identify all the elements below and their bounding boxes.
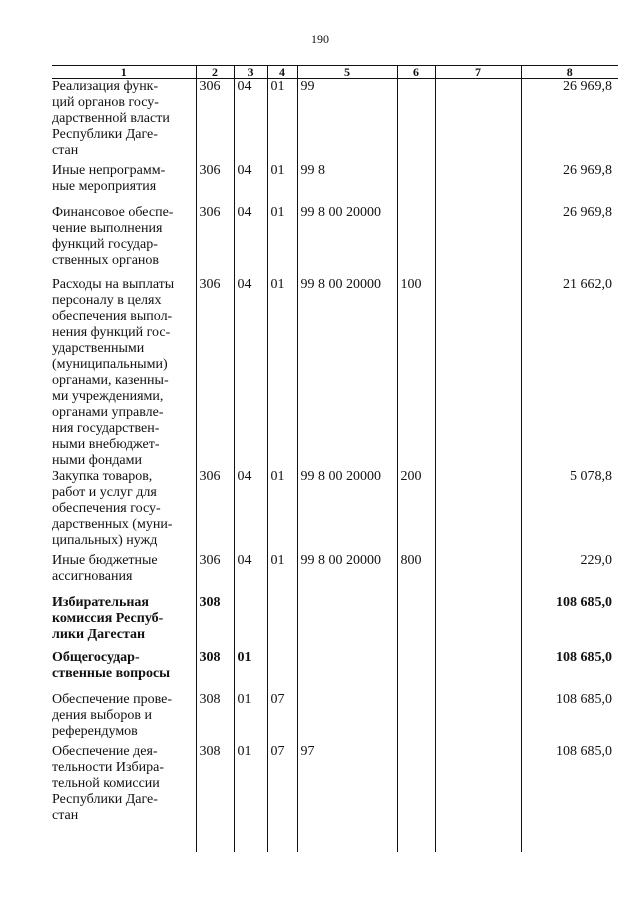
column-header: 4 (267, 66, 297, 79)
table-filler-row (52, 824, 618, 852)
subsection-code: 01 (267, 469, 297, 553)
target-article-code: 99 (297, 79, 397, 164)
col7-value (435, 469, 521, 553)
empty-cell (297, 824, 397, 852)
expense-type-code (397, 79, 435, 164)
expense-type-code (397, 744, 435, 824)
col7-value (435, 650, 521, 692)
expense-type-code (397, 205, 435, 277)
table-row (52, 79, 618, 164)
expense-type-code (397, 595, 435, 650)
admin-code: 308 (196, 692, 234, 744)
table-row (52, 650, 618, 692)
admin-code: 306 (196, 205, 234, 277)
amount: 229,0 (521, 553, 618, 595)
target-article-code: 97 (297, 744, 397, 824)
empty-cell (196, 824, 234, 852)
column-header: 8 (521, 66, 618, 79)
section-code: 04 (234, 277, 267, 469)
admin-code: 308 (196, 595, 234, 650)
section-code: 04 (234, 79, 267, 164)
column-header: 2 (196, 66, 234, 79)
subsection-code: 01 (267, 163, 297, 205)
expense-type-code (397, 163, 435, 205)
expense-type-code (397, 650, 435, 692)
amount: 26 969,8 (521, 79, 618, 164)
admin-code: 308 (196, 650, 234, 692)
target-article-code: 99 8 (297, 163, 397, 205)
amount: 108 685,0 (521, 692, 618, 744)
empty-cell (234, 824, 267, 852)
amount: 21 662,0 (521, 277, 618, 469)
section-code: 04 (234, 205, 267, 277)
col7-value (435, 692, 521, 744)
amount: 108 685,0 (521, 650, 618, 692)
subsection-code: 01 (267, 553, 297, 595)
item-name: Обеспечение дея- тельности Избира- тельной комиссии Республики Даге- стан (52, 744, 164, 823)
amount: 26 969,8 (521, 163, 618, 205)
target-article-code: 99 8 00 20000 (297, 469, 397, 553)
subsection-code: 01 (267, 205, 297, 277)
col7-value (435, 553, 521, 595)
amount: 108 685,0 (521, 595, 618, 650)
subsection-code (267, 595, 297, 650)
subsection-code: 01 (267, 79, 297, 164)
item-name: Обеспечение прове- дения выборов и референдумов (52, 692, 173, 739)
admin-code: 308 (196, 744, 234, 824)
table-row (52, 553, 618, 595)
admin-code: 306 (196, 163, 234, 205)
column-header: 7 (435, 66, 521, 79)
target-article-code (297, 692, 397, 744)
col7-value (435, 205, 521, 277)
empty-cell (52, 824, 196, 852)
target-article-code: 99 8 00 20000 (297, 553, 397, 595)
section-code (234, 595, 267, 650)
expense-type-code (397, 692, 435, 744)
column-header: 5 (297, 66, 397, 79)
admin-code: 306 (196, 79, 234, 164)
expense-type-code: 800 (397, 553, 435, 595)
item-name: Расходы на выплаты персоналу в целях обеспечения выпол- нения функций гос- ударственными (муниципальными) органами, казенны- ми учреждениями, органами управле- ния государствен- ными внебюджет- ными фондами (52, 277, 175, 468)
table-row (52, 692, 618, 744)
empty-cell (267, 824, 297, 852)
table-row (52, 205, 618, 277)
empty-cell (397, 824, 435, 852)
col7-value (435, 744, 521, 824)
col7-value (435, 163, 521, 205)
col7-value (435, 277, 521, 469)
subsection-code (267, 650, 297, 692)
empty-cell (435, 824, 521, 852)
empty-cell (521, 824, 618, 852)
item-name: Иные бюджетные ассигнования (52, 553, 158, 584)
target-article-code: 99 8 00 20000 (297, 277, 397, 469)
section-code: 01 (234, 692, 267, 744)
subsection-code: 07 (267, 692, 297, 744)
amount: 5 078,8 (521, 469, 618, 553)
budget-table (52, 65, 618, 852)
section-code: 04 (234, 163, 267, 205)
column-header: 6 (397, 66, 435, 79)
item-name: Финансовое обеспе- чение выполнения функций государ- ственных органов (52, 205, 174, 268)
item-name: Избирательная комиссия Респуб- лики Дагестан (52, 595, 164, 642)
section-code: 01 (234, 744, 267, 824)
table-row (52, 595, 618, 650)
section-code: 04 (234, 553, 267, 595)
section-code: 01 (234, 650, 267, 692)
amount: 26 969,8 (521, 205, 618, 277)
item-name: Реализация функ- ций органов госу- дарственной власти Республики Даге- стан (52, 79, 170, 158)
item-name: Закупка товаров, работ и услуг для обеспечения госу- дарственных (муни- ципальных) нужд (52, 469, 173, 548)
page-number: 190 (311, 32, 329, 46)
table-row (52, 163, 618, 205)
section-code: 04 (234, 469, 267, 553)
subsection-code: 01 (267, 277, 297, 469)
expense-type-code: 200 (397, 469, 435, 553)
admin-code: 306 (196, 277, 234, 469)
subsection-code: 07 (267, 744, 297, 824)
header-row (52, 66, 618, 79)
col7-value (435, 595, 521, 650)
table-row (52, 277, 618, 469)
item-name: Общегосудар- ственные вопросы (52, 650, 171, 681)
column-header: 1 (52, 66, 196, 79)
admin-code: 306 (196, 553, 234, 595)
table-row (52, 744, 618, 824)
target-article-code: 99 8 00 20000 (297, 205, 397, 277)
item-name: Иные непрограмм- ные мероприятия (52, 163, 166, 194)
target-article-code (297, 595, 397, 650)
col7-value (435, 79, 521, 164)
column-header: 3 (234, 66, 267, 79)
table-row (52, 469, 618, 553)
amount: 108 685,0 (521, 744, 618, 824)
target-article-code (297, 650, 397, 692)
expense-type-code: 100 (397, 277, 435, 469)
admin-code: 306 (196, 469, 234, 553)
